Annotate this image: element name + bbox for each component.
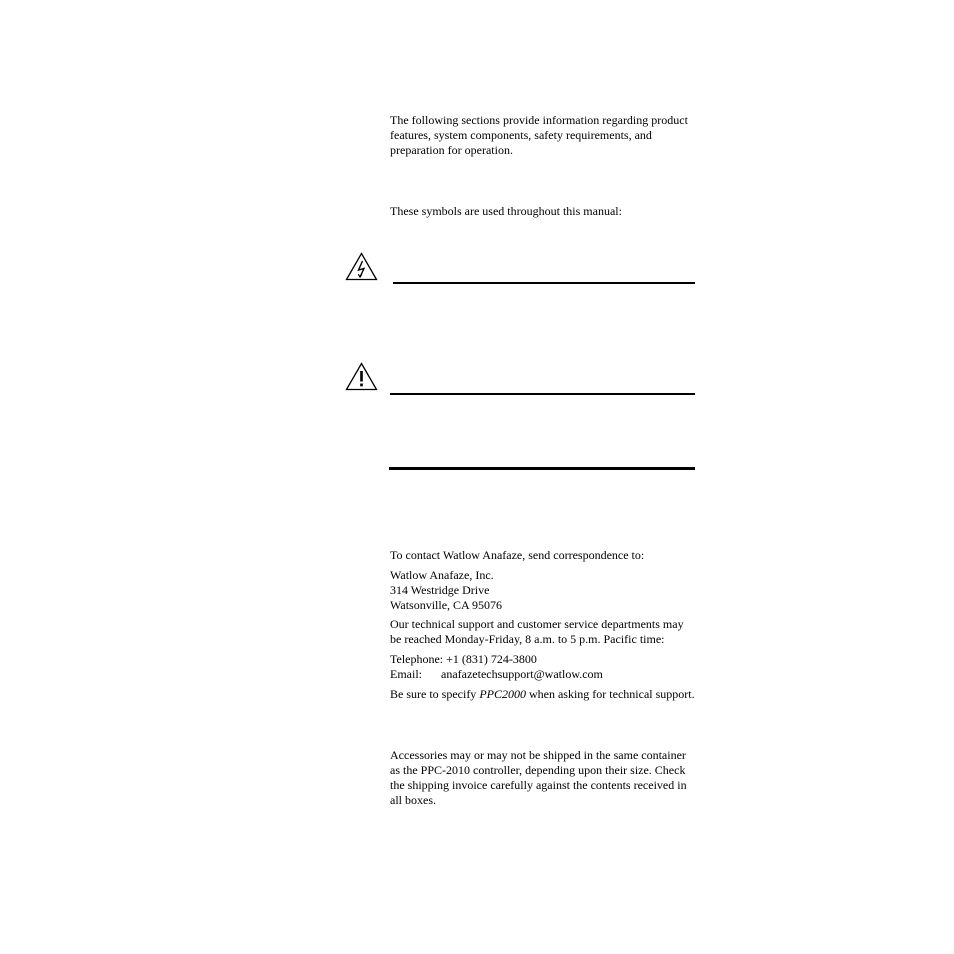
caution-warning-icon	[345, 362, 378, 396]
contact-details	[390, 652, 740, 682]
accessories-line: Accessories may or may not be shipped in the same container	[390, 748, 686, 762]
accessories-line: all boxes.	[390, 793, 436, 807]
email-address: anafazetechsupport@watlow.com	[441, 667, 603, 681]
caution-warning-top-rule	[390, 393, 695, 395]
email-line	[390, 667, 740, 682]
caution-warning-bottom-rule	[389, 467, 695, 470]
specify-product-note	[390, 687, 695, 702]
electrical-warning-rule	[393, 282, 695, 284]
contact-intro: To contact Watlow Anafaze, send correspondence to:	[390, 548, 645, 562]
address-line: Watlow Anafaze, Inc.	[390, 568, 494, 582]
contact-address	[390, 568, 740, 613]
symbols-intro: These symbols are used throughout this manual:	[390, 204, 622, 218]
electrical-hazard-warning-icon	[345, 252, 378, 286]
hours-line: be reached Monday-Friday, 8 a.m. to 5 p.m. Pacific time:	[390, 632, 665, 646]
hours-line: Our technical support and customer service departments may	[390, 617, 684, 631]
address-line: Watsonville, CA 95076	[390, 598, 503, 612]
contact-hours	[390, 617, 740, 647]
intro-line: The following sections provide information regarding product	[390, 113, 688, 127]
specify-prefix: Be sure to specify	[390, 687, 480, 701]
telephone-line: Telephone: +1 (831) 724-3800	[390, 652, 537, 666]
intro-line: features, system components, safety requirements, and	[390, 128, 652, 142]
accessories-paragraph	[390, 748, 740, 808]
intro-line: preparation for operation.	[390, 143, 513, 157]
specify-suffix: when asking for technical support.	[525, 687, 695, 701]
accessories-line: the shipping invoice carefully against the contents received in	[390, 778, 687, 792]
address-line: 314 Westridge Drive	[390, 583, 490, 597]
product-name: PPC2000	[479, 687, 526, 701]
intro-paragraph	[390, 113, 740, 158]
accessories-line: as the PPC-2010 controller, depending upon their size. Check	[390, 763, 686, 777]
email-label: Email:	[390, 667, 422, 681]
